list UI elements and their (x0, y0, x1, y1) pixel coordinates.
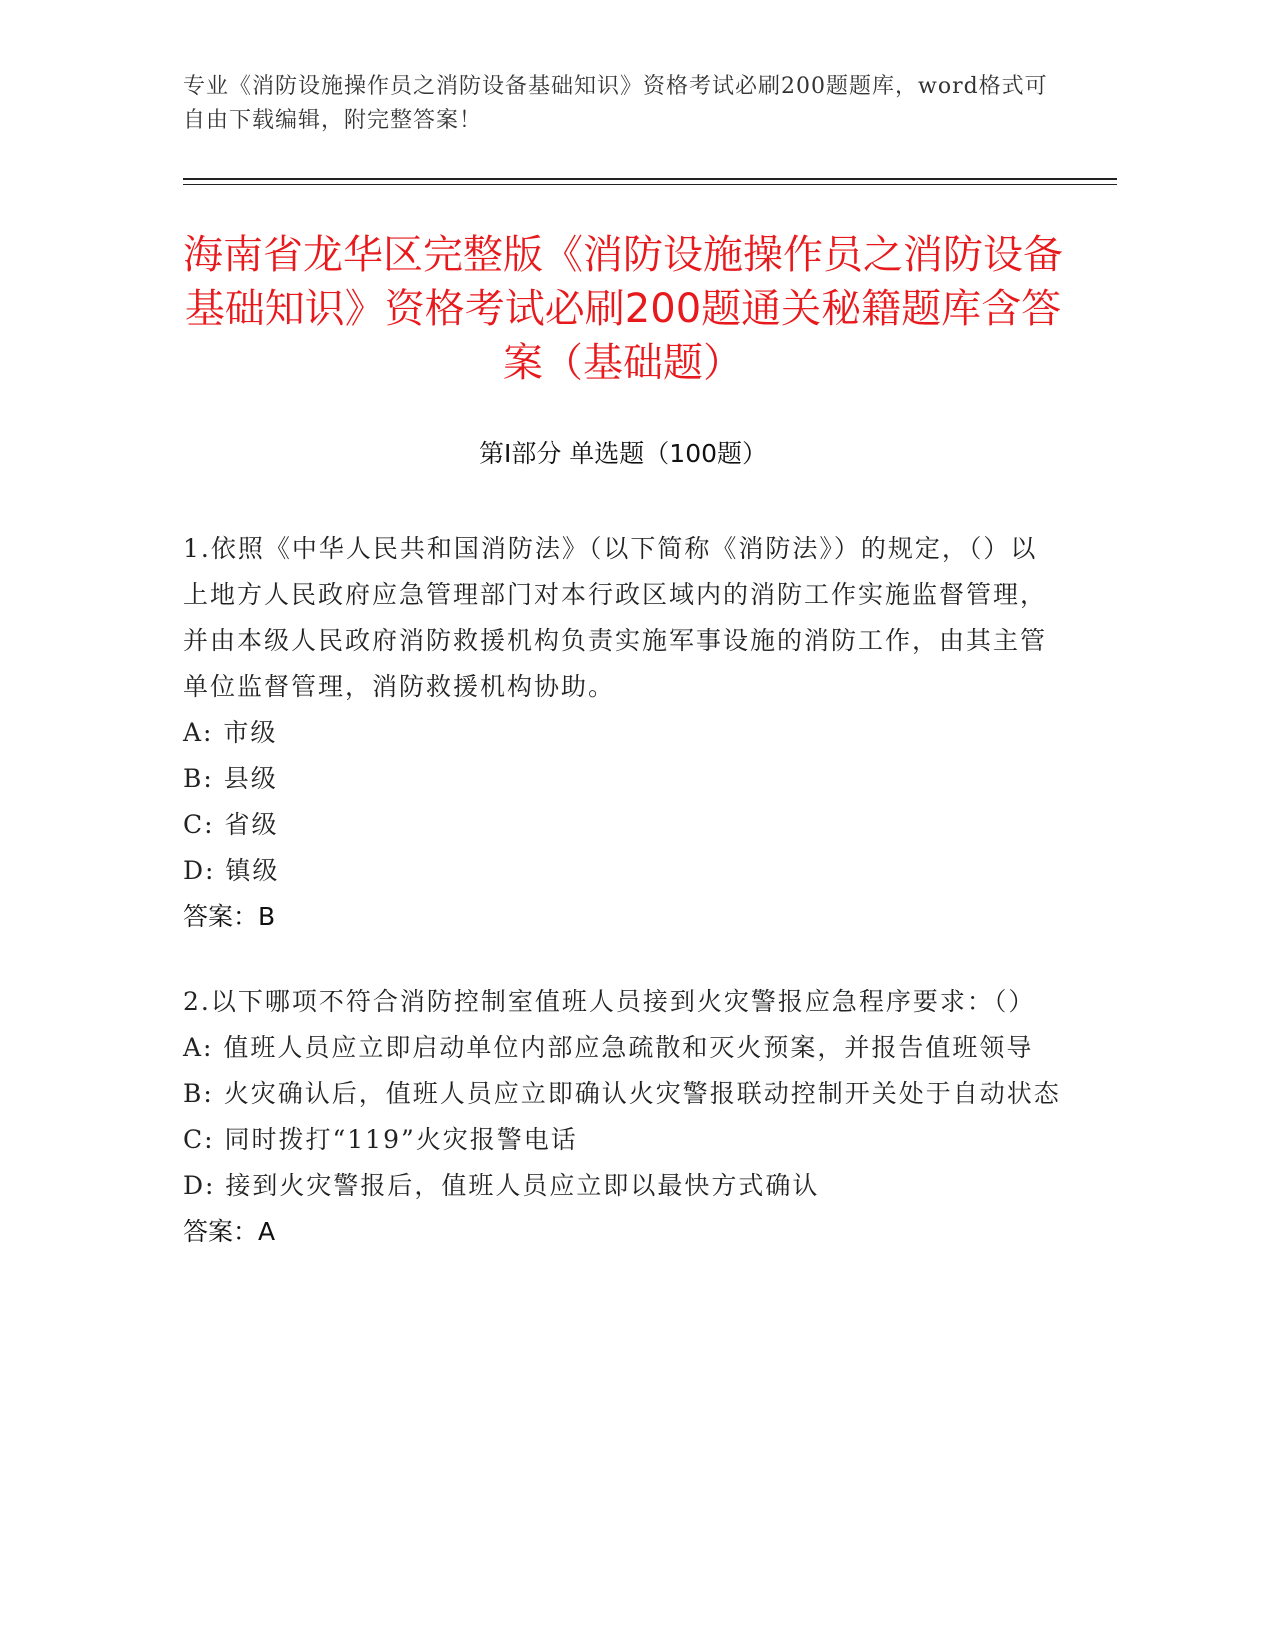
header-divider-thin (183, 184, 1117, 185)
option-d: D: 接到火灾警报后，值班人员应立即以最快方式确认 (183, 1171, 820, 1200)
option-c: C: 同时拨打“119”火灾报警电话 (183, 1125, 578, 1154)
header-note: 专业《消防设施操作员之消防设备基础知识》资格考试必刷200题题库，word格式可自由下载编辑，附完整答案！ (183, 74, 1048, 133)
answer: 答案：A (183, 1217, 276, 1246)
question-stem: 1.依照《中华人民共和国消防法》（以下简称《消防法》）的规定，（）以上地方人民政府应急管理部门对本行政区域内的消防工作实施监督管理，并由本级人民政府消防救援机构负责实施军事设施的消防工作，由其主管单位监督管理，消防救援机构协助。 (183, 534, 1048, 701)
question-2 (183, 979, 1063, 1255)
option-b: B: 县级 (183, 764, 278, 793)
option-a: A: 值班人员应立即启动单位内部应急疏散和灭火预案，并报告值班领导 (183, 1033, 1034, 1062)
answer: 答案：B (183, 902, 276, 931)
question-1 (183, 526, 1063, 940)
section-heading: 第Ⅰ部分 单选题（100题） (478, 439, 768, 468)
header-divider (183, 178, 1117, 180)
option-b: B: 火灾确认后，值班人员应立即确认火灾警报联动控制开关处于自动状态 (183, 1079, 1061, 1108)
option-c: C: 省级 (183, 810, 279, 839)
option-d: D: 镇级 (183, 856, 280, 885)
document-title: 海南省龙华区完整版《消防设施操作员之消防设备基础知识》资格考试必刷200题通关秘籍题库含答案（基础题） (183, 232, 1063, 386)
question-stem: 2.以下哪项不符合消防控制室值班人员接到火灾警报应急程序要求：（） (183, 987, 1036, 1016)
option-a: A: 市级 (183, 718, 278, 747)
